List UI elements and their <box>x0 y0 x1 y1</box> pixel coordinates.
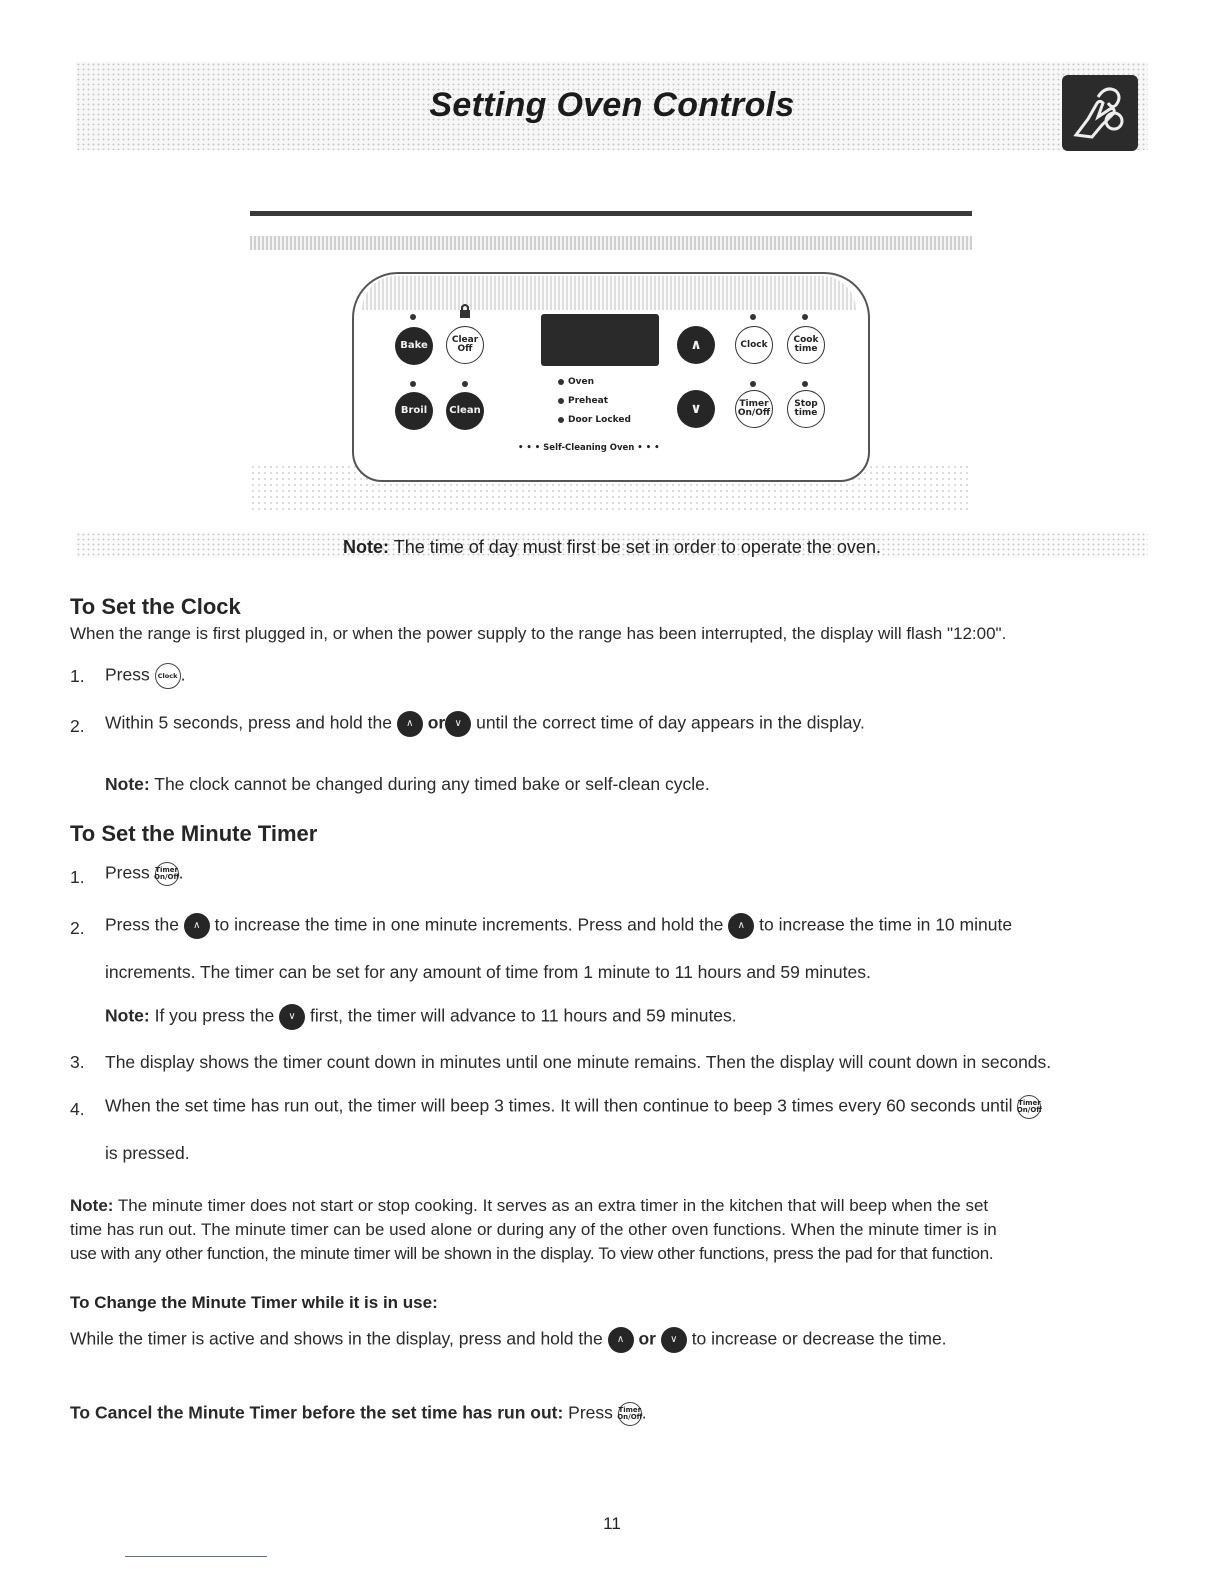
broil-indicator-dot <box>410 381 416 387</box>
timer-step1: Press Timer On/Off. <box>105 862 183 886</box>
timer-step4-line2: is pressed. <box>105 1143 190 1163</box>
clock-heading: To Set the Clock <box>70 594 241 619</box>
timer-note2-line3: use with any other function, the minute timer will be shown in the display. To view other functions, press the pad for that function. <box>70 1244 994 1263</box>
self-cleaning-oven-label: • • • Self-Cleaning Oven • • • <box>518 443 660 453</box>
timer-step4-line1 <box>105 1095 1041 1119</box>
stop-time-indicator-dot <box>802 381 808 387</box>
clock-step1-text: Press <box>105 664 155 685</box>
clock-note <box>105 774 710 795</box>
up-arrow-icon: ∧ <box>728 913 754 939</box>
timer-step2-line1 <box>105 913 1012 939</box>
clock-step2-number: 2. <box>70 716 85 736</box>
change-or: or <box>633 1328 661 1349</box>
timer-step1-text: Press <box>105 862 155 883</box>
clock-indicator-dot <box>750 314 756 320</box>
timer-note2-line2: time has run out. The minute timer can be used alone or during any of the other oven functions. When the minute timer is in <box>70 1220 997 1239</box>
operate-note <box>0 537 1224 558</box>
timer-indicator-dot <box>750 381 756 387</box>
down-arrow-icon: ∨ <box>279 1004 305 1030</box>
cancel-timer: To Cancel the Minute Timer before the set time has run out: Press Timer On/Off. <box>70 1402 647 1426</box>
clock-note-text: The clock cannot be changed during any timed bake or self-clean cycle. <box>149 774 710 794</box>
up-arrow-key[interactable]: ∧ <box>677 326 715 364</box>
stop-time-key[interactable]: Stop time <box>787 390 825 428</box>
down-arrow-icon: ∨ <box>661 1327 687 1353</box>
indicator-oven: Oven <box>558 377 594 387</box>
cancel-text: Press <box>563 1402 618 1423</box>
page-number: 11 <box>603 1514 621 1533</box>
change-text-b: to increase or decrease the time. <box>686 1328 947 1349</box>
timer-step2-text-b: to increase the time in one minute increments. Press and hold the <box>209 914 729 935</box>
timer-note-label: Note: <box>105 1005 150 1026</box>
up-arrow-icon: ∧ <box>397 711 423 737</box>
clock-step2-text-b: until the correct time of day appears in the display. <box>471 712 865 733</box>
timer-note-text-b: first, the timer will advance to 11 hours and 59 minutes. <box>305 1005 737 1026</box>
clock-step1: Press Clock . <box>105 663 185 689</box>
clock-step1-number: 1. <box>70 666 85 686</box>
bake-indicator-dot <box>410 314 416 320</box>
timer-step2-text-c: to increase the time in 10 minute <box>754 914 1013 935</box>
hands-pointing-icon <box>1062 75 1138 151</box>
footer-rule <box>125 1556 267 1557</box>
timer-note-text-a: If you press the <box>149 1005 280 1026</box>
clock-key[interactable]: Clock <box>735 326 773 364</box>
timer-key-icon: Timer On/Off <box>1017 1095 1041 1119</box>
clock-key-icon: Clock <box>155 663 181 689</box>
up-arrow-icon: ∧ <box>608 1327 634 1353</box>
timer-step2-text-a: Press the <box>105 914 184 935</box>
timer-step2-number: 2. <box>70 918 85 938</box>
clock-step2 <box>105 711 865 737</box>
broil-key[interactable]: Broil <box>395 392 433 430</box>
clean-key[interactable]: Clean <box>446 392 484 430</box>
timer-step2-line2: increments. The timer can be set for any amount of time from 1 minute to 11 hours and 59 minutes. <box>105 962 871 982</box>
lock-icon <box>458 303 472 324</box>
change-text-a: While the timer is active and shows in the display, press and hold the <box>70 1328 608 1349</box>
note-label: Note: <box>343 537 390 557</box>
panel-top-shade <box>362 276 856 310</box>
clear-off-key[interactable]: Clear Off <box>446 326 484 364</box>
timer-key-icon: Timer On/Off <box>155 862 179 886</box>
hands-pointing-icon-art <box>1062 75 1138 151</box>
bake-key[interactable]: Bake <box>395 327 433 365</box>
note-text: The time of day must first be set in order to operate the oven. <box>389 537 881 557</box>
clean-indicator-dot <box>462 381 468 387</box>
cook-time-key[interactable]: Cook time <box>787 326 825 364</box>
panel-top-rule <box>250 211 972 216</box>
clock-step2-or: or <box>422 712 446 733</box>
timer-step4-text-a: When the set time has run out, the timer will beep 3 times. It will then continue to beep 3 times every 60 seconds until <box>105 1095 1018 1116</box>
timer-on-off-key[interactable]: Timer On/Off <box>735 390 773 428</box>
down-arrow-key[interactable]: ∨ <box>677 390 715 428</box>
timer-note2-line1 <box>70 1196 988 1216</box>
panel-stripe <box>250 236 972 250</box>
cook-time-indicator-dot <box>802 314 808 320</box>
down-arrow-icon: ∨ <box>445 711 471 737</box>
cancel-heading: To Cancel the Minute Timer before the set time has run out: <box>70 1402 564 1423</box>
timer-note2-text-1: The minute timer does not start or stop cooking. It serves as an extra timer in the kitchen that will beep when the set <box>113 1196 989 1215</box>
timer-key-icon: Timer On/Off <box>618 1402 642 1426</box>
up-arrow-icon: ∧ <box>184 913 210 939</box>
clock-intro: When the range is first plugged in, or when the power supply to the range has been interrupted, the display will flash "12:00". <box>70 624 1007 643</box>
timer-step3: The display shows the timer count down in minutes until one minute remains. Then the display will count down in seconds. <box>105 1052 1052 1072</box>
timer-step1-number: 1. <box>70 867 85 887</box>
page-title: Setting Oven Controls <box>429 86 795 124</box>
timer-step4-number: 4. <box>70 1099 85 1119</box>
timer-note <box>105 1004 737 1030</box>
indicator-door-locked: Door Locked <box>558 415 631 425</box>
timer-step3-number: 3. <box>70 1052 85 1072</box>
timer-heading: To Set the Minute Timer <box>70 821 318 846</box>
indicator-preheat: Preheat <box>558 396 608 406</box>
display-window <box>541 314 659 366</box>
clock-note-label: Note: <box>105 774 150 794</box>
change-timer-heading: To Change the Minute Timer while it is in use: <box>70 1293 438 1312</box>
timer-note2-label: Note: <box>70 1196 114 1215</box>
clock-step2-text-a: Within 5 seconds, press and hold the <box>105 712 397 733</box>
change-timer-text <box>70 1327 947 1353</box>
